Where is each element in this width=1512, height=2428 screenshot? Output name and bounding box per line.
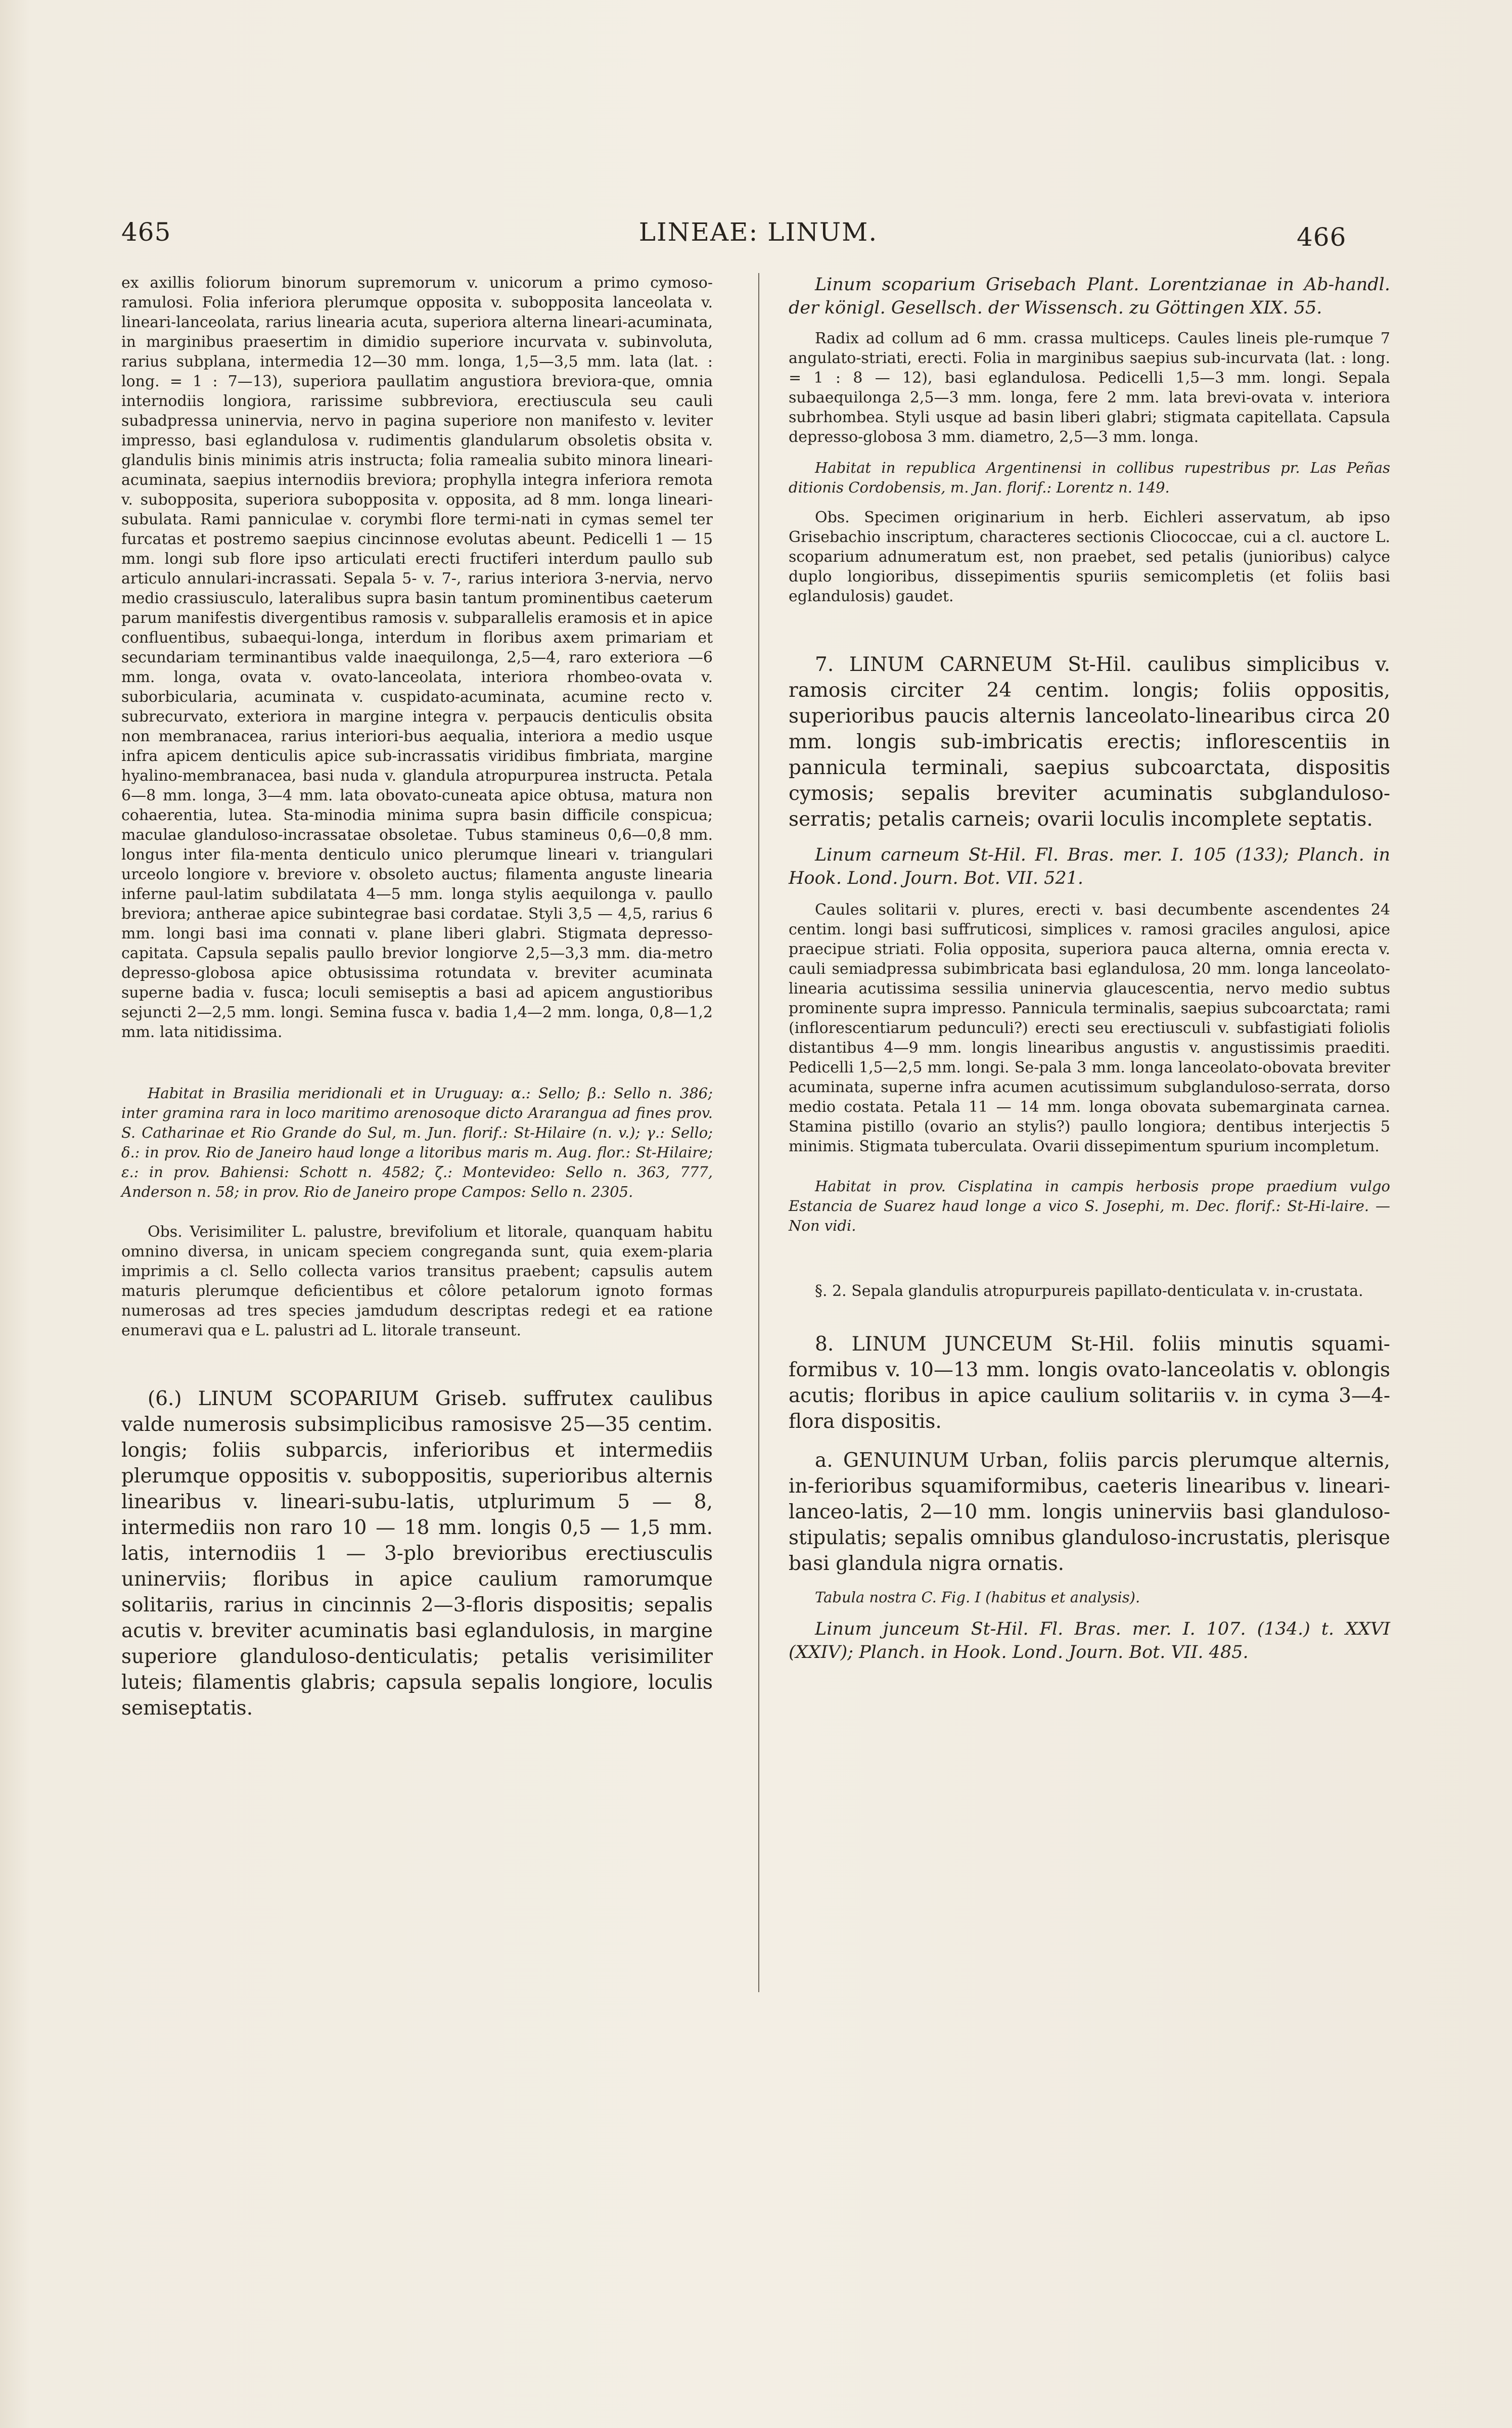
species-8-linum-junceum: 8. LINUM JUNCEUM St-Hil. foliis minutis squami-formibus v. 10—13 mm. longis ovato-lanceolatis v. oblongis acutis; floribus in apice caulium solitariis v. in cyma 3—4-flora dispositis.	[789, 1333, 1390, 1433]
description-paragraph: ex axillis foliorum binorum supremorum v. unicorum a primo cymoso-ramulosi. Folia inferiora plerumque opposita v. subopposita lanceolata v. lineari-lanceolata, rarius linearia acuta, superiora alterna lineari-acuminata, in marginibus praesertim in dimidio superiore incurvata v. subinvoluta, rarius subplana, intermedia 12—30 mm. longa, 1,5—3,5 mm. lata (lat. : long. = 1 : 7—13), superiora paullatim angustiora breviora-que, omnia internodiis longiora, rarissime subbreviora, erectiuscula seu cauli subadpressa uninervia, nervo in pagina superiore non manifesto v. leviter impresso, basi eglandulosa v. rudimentis glandularum obsoletis obsita v. glandulis binis minimis atris instructa; folia ramealia subito minora lineari-acuminata, saepius internodiis breviora; prophylla integra inferiora remota v. subopposita, superiora subopposita v. opposita, ad 8 mm. longa lineari-subulata. Rami panniculae v. corymbi flore termi-nati in cymas semel ter furcatas et postremo saepius cincinnose evolutas abeunt. Pedicelli 1 — 15 mm. longi sub flore ipso articulati erecti fructiferi interdum paullo sub articulo annulari-incrassati. Sepala 5- v. 7-, rarius interiora 3-nervia, nervo medio crassiusculo, lateralibus supra basin tantum prominentibus caeterum parum manifestis divergentibus ramosis v. subparallelis eramosis et in apice confluentibus, subaequi-longa, interdum in floribus axem primariam et secundariam terminantibus valde inaequilonga, 2,5—4, raro exteriora —6 mm. longa, ovata v. ovato-lanceolata, interiora rhombeo-ovata v. suborbicularia, acuminata v. cuspidato-acuminata, acumine recto v. subrecurvato, exteriora in margine integra v. perpaucis denticulis obsita non membranacea, rarius interiori-bus aequalia, interiora a medio usque infra apicem denticulis apice sub-incrassatis viridibus fimbriata, margine hyalino-membranacea, basi nuda v. glandula atropurpurea instructa. Petala 6—8 mm. longa, 3—4 mm. lata obovato-cuneata apice obtusa, matura non cohaerentia, lutea. Sta-minodia minima supra basin difficile conspicua; maculae glanduloso-incrassatae obsoletae. Tubus stamineus 0,6—0,8 mm. longus inter fila-menta denticulo unico plerumque lineari v. triangulari urceolo longiore v. breviore v. obsoleto auctus; filamenta anguste linearia inferne paul-latim subdilatata 4—5 mm. longa stylis aequilonga v. paullo breviora; antherae apice subintegrae basi cordatae. Styli 3,5 — 4,5, rarius 6 mm. longi basi ima connati v. plane liberi glabri. Stigmata depresso-capitata. Capsula sepalis paullo brevior longiorve 2,5—3,3 mm. dia-metro depresso-globosa apice obtusissima rotundata v. breviter acuminata superne badia v. fusca; loculi semiseptis a basi ad apicem angustioribus sejuncti 2—2,5 mm. longi. Semina fusca v. badia 1,4—2 mm. longa, 0,8—1,2 mm. lata nitidissima.	[121, 274, 713, 1041]
habitat-carneum: Habitat in prov. Cisplatina in campis herbosis prope praedium vulgo Estancia de Suarez haud longe a vico S. Josephi, m. Dec. florif.: St-Hi-laire. — Non vidi.	[789, 1178, 1390, 1234]
species-7-linum-carneum: 7. LINUM CARNEUM St-Hil. caulibus simplicibus v. ramosis circiter 24 centim. longis; foliis oppositis, superioribus paucis alternis lanceolato-linearibus circa 20 mm. longis sub-imbricatis erectis; inflorescentiis in pannicula terminali, saepius subcoarctata, dispositis cymosis; sepalis breviter acuminatis subglanduloso-serratis; petalis carneis; ovarii loculis incomplete septatis.	[789, 653, 1390, 831]
column-divider	[758, 273, 759, 1992]
page-number-right: 466	[1297, 222, 1347, 252]
habitat-scoparium: Habitat in republica Argentinensi in collibus rupestribus pr. Las Peñas ditionis Cordobensis, m. Jan. florif.: Lorentz n. 149.	[789, 459, 1390, 496]
page-number-left: 465	[121, 217, 171, 247]
observation-scoparium: Obs. Specimen originarium in herb. Eichleri asservatum, ab ipso Grisebachio inscriptum, characteres sectionis Cliococcae, cui a cl. auctore L. scoparium adnumeratum est, non praebet, sed petalis (junioribus) calyce duplo longioribus, dissepimentis spuriis semicompletis (et foliis basi eglandulosis) gaudet.	[789, 509, 1390, 605]
species-6-linum-scoparium: (6.) LINUM SCOPARIUM Griseb. suffrutex caulibus valde numerosis subsimplicibus ramosisve 25—35 centim. longis; foliis subparcis, inferioribus et intermediis plerumque oppositis v. suboppositis, superioribus alternis linearibus v. lineari-subu-latis, utplurimum 5 — 8, intermediis non raro 10 — 18 mm. longis 0,5 — 1,5 mm. latis, internodiis 1 — 3-plo brevioribus erectiusculis uninerviis; floribus in apice caulium ramorumque solitariis, rarius in cincinnis 2—3-floris dispositis; sepalis acutis v. breviter acuminatis basi eglandulosis, in margine superiore glanduloso-denticulatis; petalis verisimiliter luteis; filamentis glabris; capsula sepalis longiore, loculis semiseptatis.	[121, 1387, 713, 1720]
running-title: LINEAE: LINUM.	[638, 217, 878, 247]
plate-reference: Tabula nostra C. Fig. I (habitus et analysis).	[815, 1589, 1140, 1606]
citation-carneum: Linum carneum St-Hil. Fl. Bras. mer. I. 105 (133); Planch. in Hook. Lond. Journ. Bot. VII. 521.	[789, 845, 1390, 888]
right-column	[789, 273, 1390, 1664]
section-2-heading: §. 2. Sepala glandulis atropurpureis papillato-denticulata v. in-crustata.	[815, 1282, 1363, 1300]
observation-paragraph: Obs. Verisimiliter L. palustre, brevifolium et litorale, quanquam habitu omnino diversa, in unicam speciem congreganda sunt, quia exem-plaria imprimis a cl. Sello collecta varios transitus praebent; capsulis autem maturis plerumque deficientibus et côlore petalorum ignoto formas numerosas ad tres species jamdudum descriptas redegi et ea ratione enumeravi qua e L. palustri ad L. litorale transeunt.	[121, 1223, 713, 1339]
description-scoparium: Radix ad collum ad 6 mm. crassa multiceps. Caules lineis ple-rumque 7 angulato-striati, erecti. Folia in marginibus saepius sub-incurvata (lat. : long. = 1 : 8 — 12), basi eglandulosa. Pedicelli 1,5—3 mm. longi. Sepala subaequilonga 2,5—3 mm. longa, fere 2 mm. lata brevi-ovata v. interiora subrhombea. Styli usque ad basin liberi glabri; stigmata capitellata. Capsula depresso-globosa 3 mm. diametro, 2,5—3 mm. longa.	[789, 330, 1390, 446]
left-column	[121, 273, 713, 1721]
description-carneum: Caules solitarii v. plures, erecti v. basi decumbente ascendentes 24 centim. longi basi suffruticosi, simplices v. ramosi graciles angulosi, apice praecipue striati. Folia opposita, superiora pauca alterna, omnia erecta v. cauli semiadpressa subimbricata basi eglandulosa, 20 mm. longa lanceolato-linearia acutissima sessilia uninervia glaucescentia, nervo medio subtus prominente supra impresso. Pannicula terminalis, saepius subcoarctata; rami (inflorescentiarum pedunculi?) erecti seu erectiusculi v. subfastigiati foliolis distantibus 4—9 mm. longis linearibus angustis v. angustissimis praediti. Pedicelli 1,5—2,5 mm. longi. Se-pala 3 mm. longa lanceolato-obovata breviter acuminata, superne infra acumen acutissimum subglanduloso-serrata, dorso medio costata. Petala 11 — 14 mm. longa obovata subemarginata carnea. Stamina pistillo (ovario an stylis?) paullo longiora; dentibus interjectis 5 minimis. Stigmata tuberculata. Ovarii dissepimentum spurium incompletum.	[789, 901, 1390, 1155]
citation-scoparium: Linum scoparium Grisebach Plant. Lorentzianae in Ab-handl. der königl. Gesellsch. der Wissensch. zu Göttingen XIX. 55.	[789, 275, 1390, 318]
citation-junceum: Linum junceum St-Hil. Fl. Bras. mer. I. 107. (134.) t. XXVI (XXIV); Planch. in Hook. Lond. Journ. Bot. VII. 485.	[789, 1619, 1390, 1662]
variety-a-genuinum: a. GENUINUM Urban, foliis parcis plerumque alternis, in-ferioribus squamiformibus, caeteris linearibus v. lineari-lanceo-latis, 2—10 mm. longis uninerviis basi glanduloso-stipulatis; sepalis omnibus glanduloso-incrustatis, plerisque basi glandula nigra ornatis.	[789, 1449, 1390, 1575]
habitat-paragraph: Habitat in Brasilia meridionali et in Uruguay: α.: Sello; β.: Sello n. 386; inter gramina rara in loco maritimo arenosoque dicto Ararangua ad fines prov. S. Catharinae et Rio Grande do Sul, m. Jun. florif.: St-Hilaire (n. v.); γ.: Sello; δ.: in prov. Rio de Janeiro haud longe a litoribus maris m. Aug. flor.: St-Hilaire; ε.: in prov. Bahiensi: Schott n. 4582; ζ.: Montevideo: Sello n. 363, 777, Anderson n. 58; in prov. Rio de Janeiro prope Campos: Sello n. 2305.	[121, 1085, 713, 1200]
